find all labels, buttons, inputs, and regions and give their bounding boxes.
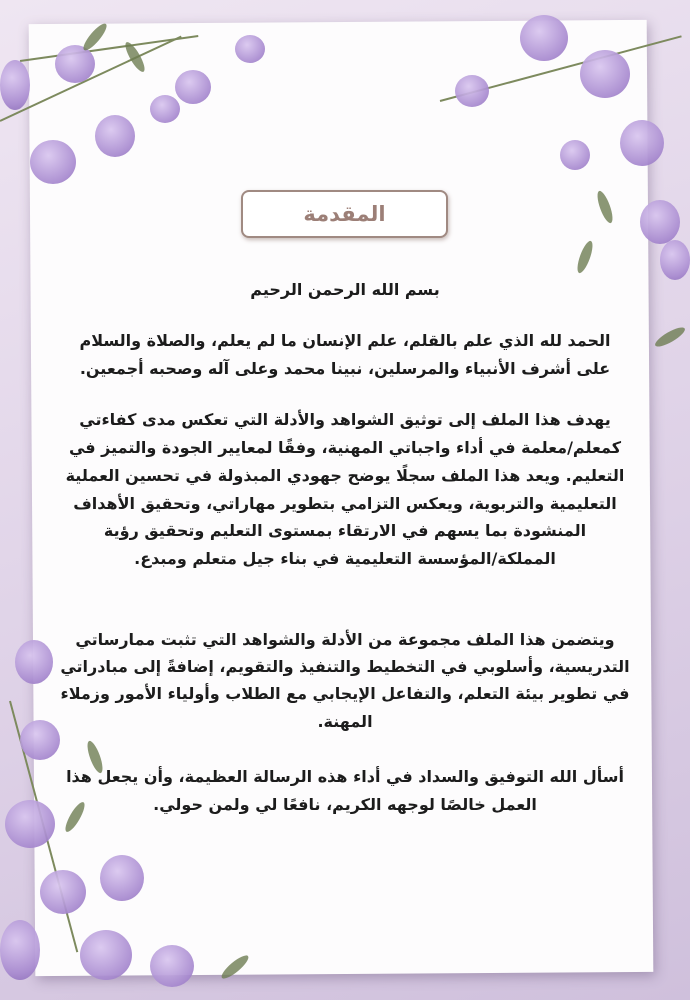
paragraph-line: ويتضمن هذا الملف مجموعة من الأدلة والشواهد التي تثبت ممارساتي [75,630,615,649]
paragraph-line: العمل خالصًا لوجهه الكريم، نافعًا لي ولمن حولي. [153,795,537,814]
paragraph-line: المنشودة بما يسهم في الارتقاء بمستوى التعليم وتحقيق رؤية [103,521,587,540]
paragraph-line: المملكة/المؤسسة التعليمية في بناء جيل متعلم ومبدع. [134,549,556,568]
paragraph-line: في تطوير بيئة التعلم، والتفاعل الإيجابي مع الطلاب وأولياء الأمور وزملاء [60,684,630,703]
paragraph-line: الحمد لله الذي علم بالقلم، علم الإنسان ما لم يعلم، والصلاة والسلام [79,331,611,350]
paragraph-line: التدريسية، وأسلوبي في التخطيط والتنفيذ والتقويم، إضافةً إلى مبادراتي [60,657,630,676]
paragraph-line: المهنة. [317,712,373,731]
basmala: بسم الله الرحمن الرحيم [250,280,440,299]
paragraph-line: يهدف هذا الملف إلى توثيق الشواهد والأدلة التي تعكس مدى كفاءتي [79,410,611,429]
paragraph-line: كمعلم/معلمة في أداء واجباتي المهنية، وفقًا لمعايير الجودة والتميز في [68,438,622,457]
paragraph-line: على أشرف الأنبياء والمرسلين، نبينا محمد وعلى آله وصحبه أجمعين. [79,359,611,378]
paragraph-line: التعليمية والتربوية، ويعكس التزامي بتطوير مهاراتي، وتحقيق الأهداف [73,494,617,513]
page-title: المقدمة [303,202,386,226]
title-banner [241,190,448,238]
paragraph-line: أسأل الله التوفيق والسداد في أداء هذه الرسالة العظيمة، وأن يجعل هذا [66,767,624,786]
paragraph-line: التعليم. ويعد هذا الملف سجلًا يوضح جهودي المبذولة في تحسين العملية [65,466,625,485]
